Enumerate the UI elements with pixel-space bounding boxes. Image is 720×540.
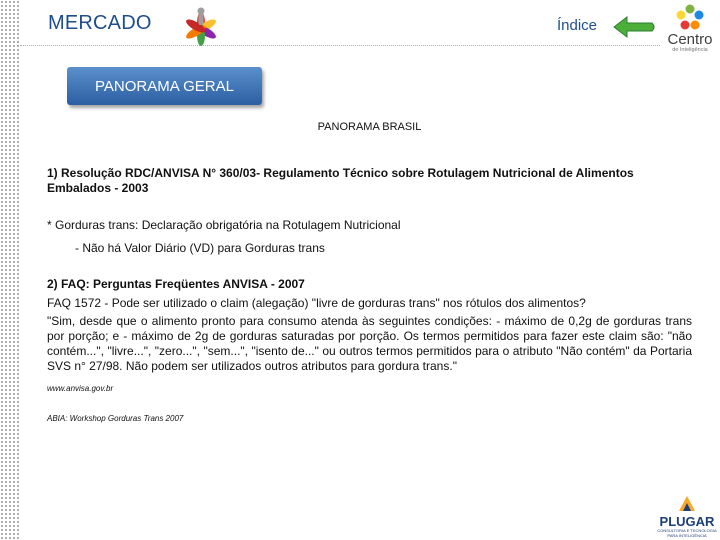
item2-title: 2) FAQ: Perguntas Freqüentes ANVISA - 2007 bbox=[47, 277, 305, 291]
item1-note1: * Gorduras trans: Declaração obrigatória na Rotulagem Nutricional bbox=[47, 218, 401, 232]
content-body bbox=[47, 120, 692, 424]
dotted-border bbox=[0, 0, 20, 540]
faq-question: FAQ 1572 - Pode ser utilizado o claim (alegação) "livre de gorduras trans" nos rótulos dos alimentos? bbox=[47, 296, 586, 310]
page-title: MERCADO bbox=[48, 12, 152, 34]
people-circle-logo bbox=[178, 6, 224, 46]
plugar-name: PLUGAR bbox=[659, 514, 715, 529]
panorama-geral-button[interactable]: PANORAMA GERAL bbox=[67, 67, 262, 105]
centro-flower-icon bbox=[676, 4, 704, 30]
centro-tagline: de Inteligência bbox=[672, 47, 708, 53]
centro-name: Centro bbox=[667, 31, 713, 48]
item1-title: 1) Resolução RDC/ANVISA N° 360/03- Regulamento Técnico sobre Rotulagem Nutricional de Alimentos Embalados - 2003 bbox=[47, 166, 634, 195]
panorama-brasil-heading: PANORAMA BRASIL bbox=[317, 121, 422, 133]
plugar-mark-icon bbox=[675, 494, 699, 512]
item1-note2: - Não há Valor Diário (VD) para Gorduras trans bbox=[75, 241, 325, 255]
plugar-logo bbox=[654, 494, 720, 538]
faq-answer: "Sim, desde que o alimento pronto para consumo atenda às seguintes condições: - máximo de 0,2g de gorduras trans por porção; e - máximo de 2g de gorduras saturadas por porção. Os termos permitidos para fazer este claim são: "não contém...", "livre...", "zero...", "sem...", "isento de..." ou outros termos permitidos para o atributo "Não contém" da Portaria SVS n° 27/98. Não podem ser utilizados outros atributos para gordura trans." bbox=[47, 314, 692, 373]
back-arrow-icon[interactable] bbox=[612, 14, 656, 40]
centro-logo bbox=[664, 4, 716, 54]
source-url: www.anvisa.gov.br bbox=[47, 384, 114, 393]
plugar-tagline: CONSULTORIA E TECNOLOGIA PARA INTELIGÊNCIA bbox=[657, 528, 717, 538]
index-link[interactable]: Índice bbox=[557, 17, 598, 34]
header-divider bbox=[20, 45, 660, 46]
source-reference: ABIA: Workshop Gorduras Trans 2007 bbox=[47, 414, 184, 423]
